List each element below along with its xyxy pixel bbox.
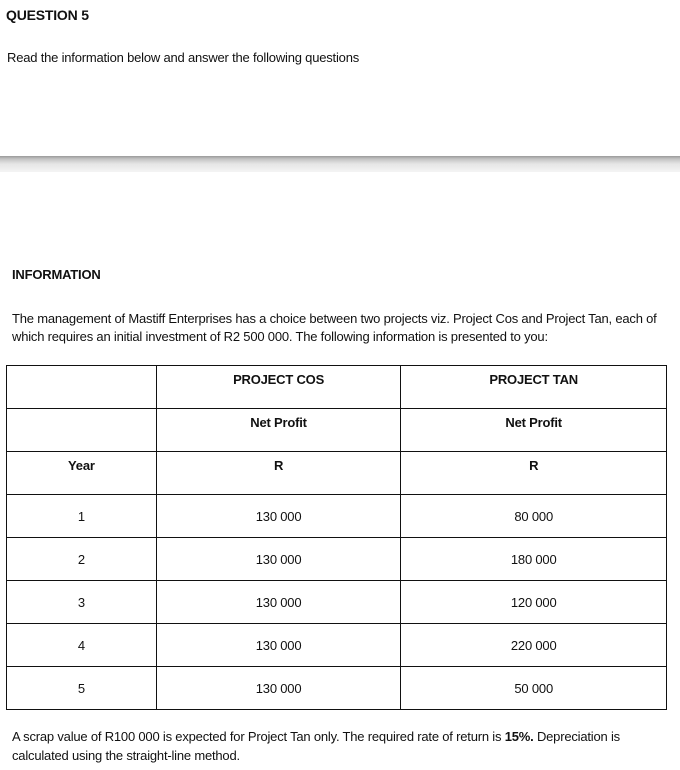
unit-cos: R [156, 452, 401, 495]
table-row [7, 667, 667, 710]
table-row [7, 495, 667, 538]
question-title: QUESTION 5 [6, 7, 89, 23]
header-project-cos: PROJECT COS [156, 366, 401, 409]
required-rate: 15%. [504, 729, 534, 744]
tan-value-cell: 80 000 [401, 495, 667, 538]
question-instruction: Read the information below and answer the following questions [7, 50, 360, 65]
year-cell: 2 [7, 538, 157, 581]
header-project-tan: PROJECT TAN [401, 366, 667, 409]
header-empty-cell [7, 366, 157, 409]
tan-value-cell: 180 000 [401, 538, 667, 581]
footer-note [12, 727, 672, 765]
tan-value-cell: 50 000 [401, 667, 667, 710]
tan-value-cell: 220 000 [401, 624, 667, 667]
cos-value-cell: 130 000 [156, 667, 401, 710]
net-profit-tan-label: Net Profit [401, 409, 667, 452]
table-row [7, 538, 667, 581]
footer-text-part2: Depreciation is calculated using the straight-line method. [12, 729, 620, 763]
year-cell: 3 [7, 581, 157, 624]
unit-tan: R [401, 452, 667, 495]
table-row [7, 624, 667, 667]
year-cell: 1 [7, 495, 157, 538]
table-header-row [7, 366, 667, 409]
net-profit-cos-label: Net Profit [156, 409, 401, 452]
page-divider [0, 156, 680, 172]
table-unit-row [7, 452, 667, 495]
subheader-empty-cell [7, 409, 157, 452]
tan-value-cell: 120 000 [401, 581, 667, 624]
information-heading: INFORMATION [12, 267, 101, 282]
cos-value-cell: 130 000 [156, 581, 401, 624]
table-row [7, 581, 667, 624]
year-label: Year [7, 452, 157, 495]
cos-value-cell: 130 000 [156, 538, 401, 581]
information-text: The management of Mastiff Enterprises has a choice between two projects viz. Project Cos and Project Tan, each of which requires an initial investment of R2 500 000. The following information is presented to you: [12, 311, 657, 344]
net-profit-table [6, 365, 667, 710]
year-cell: 5 [7, 667, 157, 710]
footer-text-part1: A scrap value of R100 000 is expected for Project Tan only. The required rate of return is [12, 729, 505, 744]
table-subheader-row [7, 409, 667, 452]
year-cell: 4 [7, 624, 157, 667]
cos-value-cell: 130 000 [156, 495, 401, 538]
cos-value-cell: 130 000 [156, 624, 401, 667]
